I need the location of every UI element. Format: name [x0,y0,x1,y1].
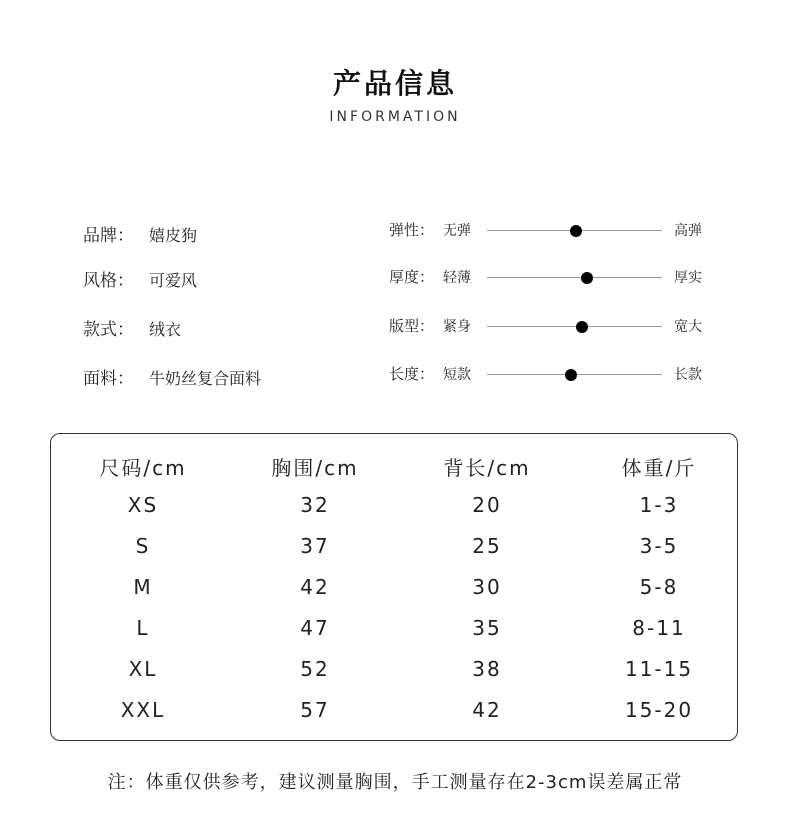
scale-marker [570,225,582,237]
scale-high-label: 高弹 [674,223,702,239]
attr-label: 面料： [83,369,134,389]
attr-type [83,315,182,340]
table-cell: 35 [472,616,502,640]
scale-high-label: 长款 [674,367,702,383]
table-cell: 11-15 [624,657,694,681]
table-cell: 20 [472,493,502,517]
footnote: 注：体重仅供参考，建议测量胸围，手工测量存在2-3cm误差属正常 [107,772,683,793]
table-header: 背长/cm [443,456,531,480]
page-subtitle: INFORMATION [329,109,461,125]
attr-brand [83,221,198,246]
attr-value: 嬉皮狗 [149,226,198,245]
attr-style [83,266,198,291]
scale-label: 弹性： [389,221,435,239]
table-cell: 30 [472,575,502,599]
attr-label: 款式： [83,320,134,340]
page-title: 产品信息 [332,67,457,100]
attr-value: 绒衣 [149,320,182,339]
table-cell: XXL [120,698,166,722]
table-cell: 42 [300,575,330,599]
table-cell: S [135,534,151,558]
scale-fit [389,315,719,339]
table-cell: XS [127,493,159,517]
table-header: 尺码/cm [99,456,187,480]
scale-low-label: 短款 [443,367,471,383]
scale-elasticity [389,219,719,243]
table-cell: L [136,616,150,640]
table-cell: 38 [472,657,502,681]
table-cell: 37 [300,534,330,558]
scale-low-label: 轻薄 [443,270,471,286]
attr-label: 品牌： [83,226,134,246]
scale-low-label: 紧身 [443,319,471,335]
table-cell: 3-5 [639,534,679,558]
attr-fabric [83,364,262,389]
table-header: 胸围/cm [271,456,359,480]
table-cell: 47 [300,616,330,640]
scale-marker [565,369,577,381]
table-cell: 52 [300,657,330,681]
table-cell: 42 [472,698,502,722]
table-cell: 8-11 [632,616,686,640]
scale-marker [581,272,593,284]
size-table [50,433,738,741]
scale-track [487,277,662,278]
table-header: 体重/斤 [621,456,697,480]
table-cell: 5-8 [639,575,679,599]
scale-marker [576,321,588,333]
scale-high-label: 厚实 [674,270,702,286]
table-cell: 32 [300,493,330,517]
scale-track [487,326,662,327]
attr-value: 可爱风 [149,271,198,290]
scale-label: 版型： [389,317,435,335]
table-cell: XL [128,657,158,681]
scale-high-label: 宽大 [674,319,702,335]
table-cell: 57 [300,698,330,722]
scale-label: 长度： [389,365,435,383]
table-cell: M [133,575,153,599]
scale-low-label: 无弹 [443,223,471,239]
table-cell: 15-20 [624,698,694,722]
scale-label: 厚度： [389,268,435,286]
table-cell: 1-3 [639,493,679,517]
attr-value: 牛奶丝复合面料 [149,369,262,388]
scale-length [389,363,719,387]
attr-label: 风格： [83,271,134,291]
scale-thickness [389,266,719,290]
table-cell: 25 [472,534,502,558]
